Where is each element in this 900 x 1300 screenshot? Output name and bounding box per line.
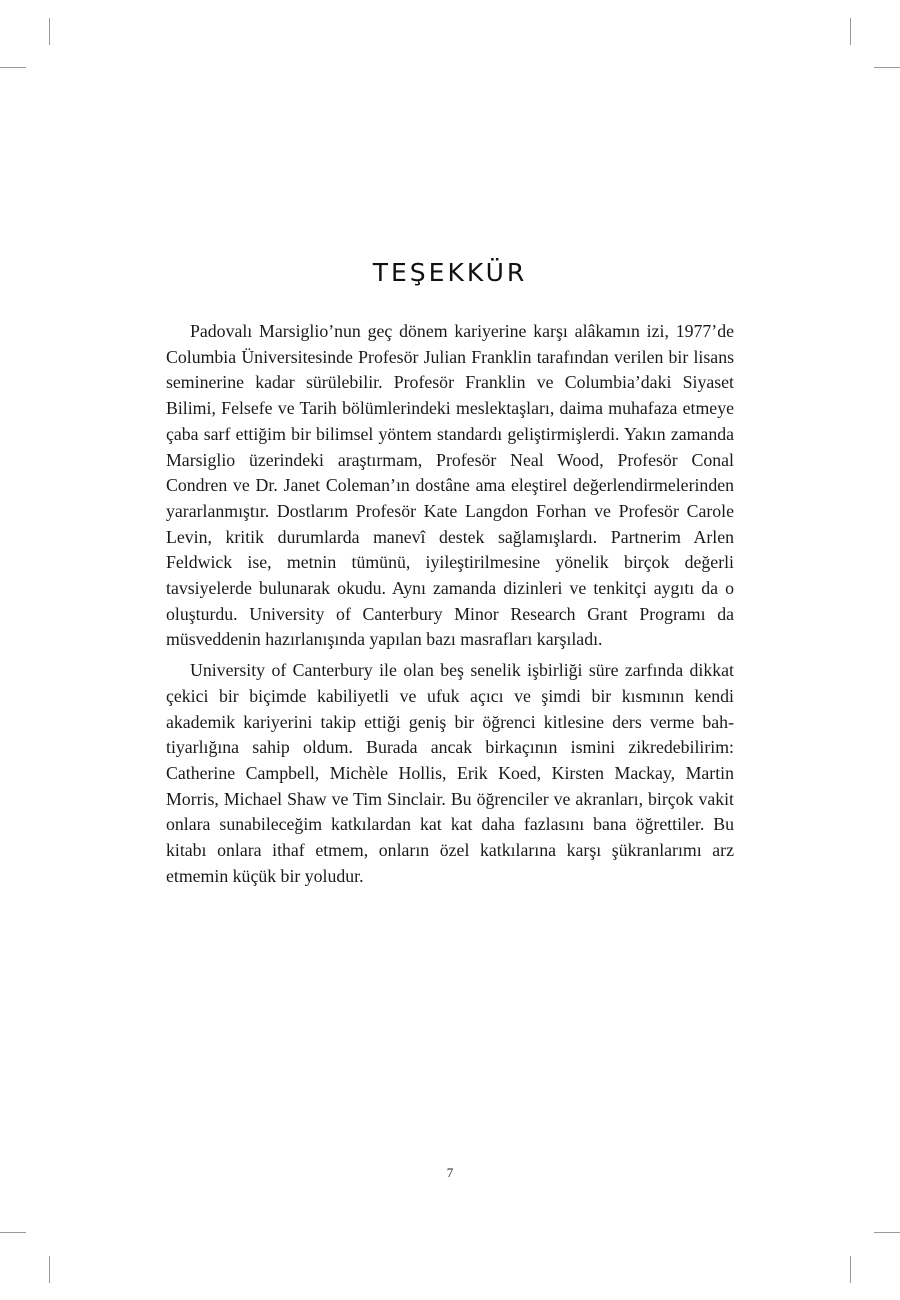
crop-mark-bottom-left-horizontal: [0, 1232, 26, 1233]
page-number: 7: [446, 1165, 454, 1180]
crop-mark-top-left-horizontal: [0, 67, 26, 68]
paragraph-acknowledgements-2: University of Canterbury ile olan beş senelik işbirliği süre zarfında dikkat çekici bir biçimde kabiliyetli ve ufuk açıcı ve şimdi bir kısmının kendi akademik kariyerini takip ettiği geniş bir öğrenci kitlesine ders verme bahtiyarlığına sahip oldum. Burada ancak birkaçının ismini zikredebilirim: Catherine Campbell, Michèle Hollis, Erik Koed, Kirsten Mackay, Martin Morris, Michael Shaw ve Tim Sinclair. Bu öğrenciler ve akranları, birçok vakit onlara sunabileceğim katkılardan kat kat daha fazlasını bana öğrettiler. Bu kitabı onlara ithaf etmem, onların özel katkılarına karşı şükranlarımı arz etmemin küçük bir yoludur.: [166, 660, 734, 886]
crop-mark-bottom-left-vertical: [49, 1256, 50, 1283]
crop-mark-bottom-right-vertical: [850, 1256, 851, 1283]
crop-mark-bottom-right-horizontal: [874, 1232, 900, 1233]
body-text: [166, 319, 734, 894]
paragraph-acknowledgements-1: Padovalı Marsiglio’nun geç dönem kariyerine karşı alâkamın izi, 1977’de Columbia Üniversitesinde Profesör Julian Franklin tarafından verilen bir lisans seminerine kadar sürülebilir. Profesör Franklin ve Columbia’daki Siyaset Bilimi, Felsefe ve Tarih bölümlerindeki meslektaşları, daima muhafaza etmeye çaba sarf ettiğim bir bilimsel yöntem standardı geliştirmişlerdi. Yakın zamanda Marsiglio üzerindeki araştırmam, Profesör Neal Wood, Profesör Conal Condren ve Dr. Janet Coleman’ın dostâne ama eleştirel değerlendirmelerinden yararlanmıştır. Dostlarım Profesör Kate Langdon Forhan ve Profesör Carole Levin, kritik durumlarda manevî destek sağlamışlardı. Partnerim Arlen Feldwick ise, metnin tümünü, iyileştirilmesine yönelik birçok değerli tavsiyelerde bulunarak okudu. Aynı zamanda dizinleri ve tenkitçi aygıtı da o oluşturdu. University of Canterbury Minor Research Grant Programı da müsveddenin hazırlanışında yapılan bazı masrafları karşıladı.: [166, 321, 734, 650]
crop-mark-top-right-horizontal: [874, 67, 900, 68]
crop-mark-top-right-vertical: [850, 18, 851, 45]
page-title: TEŞEKKÜR: [372, 258, 528, 287]
crop-mark-top-left-vertical: [49, 18, 50, 45]
